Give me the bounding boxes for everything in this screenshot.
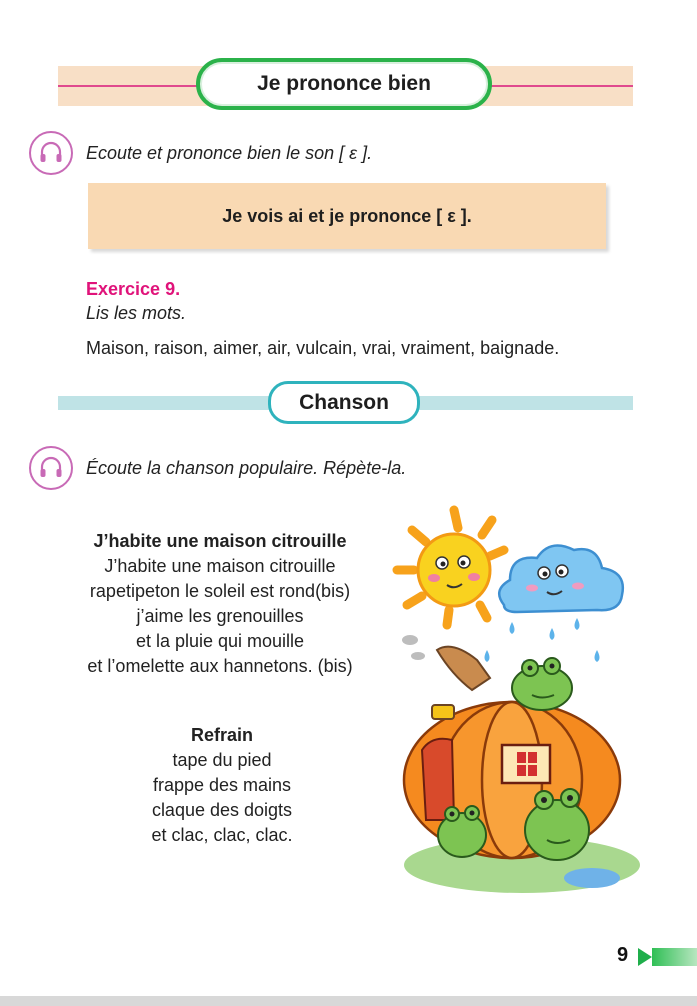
page-number-bar xyxy=(652,948,697,966)
refrain-line: tape du pied xyxy=(172,750,272,770)
headphones-icon[interactable] xyxy=(29,446,73,490)
listen-instruction: Écoute la chanson populaire. Répète-la. xyxy=(86,458,407,478)
pronunciation-rule-box: Je vois ai et je prononce [ ε ]. xyxy=(88,183,606,249)
song-line: et l’omelette aux hannetons. (bis) xyxy=(87,656,353,676)
listen-instruction: Ecoute et prononce bien le son [ ε ]. xyxy=(86,143,373,163)
song-line: j’aime les grenouilles xyxy=(136,606,304,626)
exercise-instruction: Lis les mots. xyxy=(86,303,187,323)
song-line: rapetipeton le soleil est rond(bis) xyxy=(89,581,351,601)
song-line: J’habite une maison citrouille xyxy=(104,556,336,576)
song-verse xyxy=(46,529,394,679)
page-arrow-icon xyxy=(638,948,652,966)
refrain-line: frappe des mains xyxy=(152,775,292,795)
page-bottom-edge xyxy=(0,996,697,1006)
section-title-pronunciation: Je prononce bien xyxy=(196,58,492,110)
exercise-title: Exercice 9. xyxy=(86,279,181,299)
pumpkin-house-illustration xyxy=(392,500,642,900)
song-title: J’habite une maison citrouille xyxy=(93,531,347,551)
song-refrain xyxy=(72,723,372,848)
refrain-line: et clac, clac, clac. xyxy=(151,825,293,845)
exercise-word-list: Maison, raison, aimer, air, vulcain, vrai, vraiment, baignade. xyxy=(86,338,560,358)
section-title-song: Chanson xyxy=(268,381,420,424)
refrain-title: Refrain xyxy=(190,725,253,745)
headphones-icon[interactable] xyxy=(29,131,73,175)
page-number: 9 xyxy=(617,944,629,966)
refrain-line: claque des doigts xyxy=(151,800,293,820)
song-line: et la pluie qui mouille xyxy=(135,631,305,651)
